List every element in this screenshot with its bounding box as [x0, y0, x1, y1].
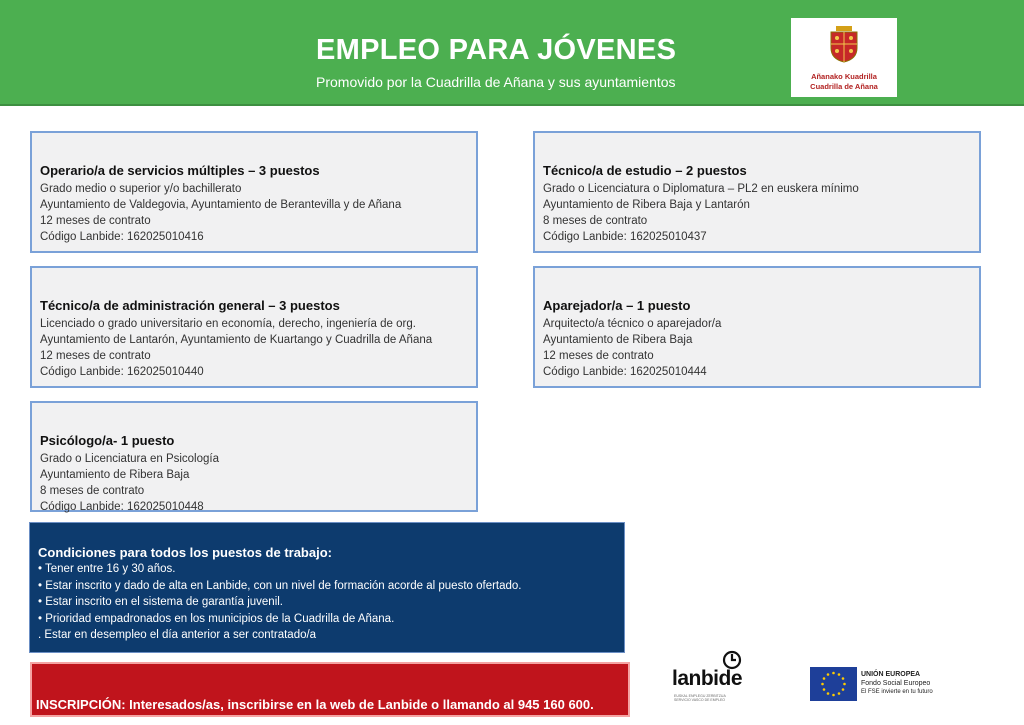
lanbide-sub-1: EUSKAL ENPLEGU ZERBITZUA: [674, 694, 726, 698]
job-duration: 8 meses de contrato: [543, 215, 648, 227]
job-requirement: Grado o Licenciatura en Psicología: [40, 453, 219, 465]
job-duration: 8 meses de contrato: [40, 485, 145, 497]
job-code: Código Lanbide: 162025010440: [40, 366, 204, 378]
inscription-banner: [30, 662, 630, 717]
job-title: Técnico/a de estudio – 2 puestos: [543, 163, 747, 178]
eu-line-3: El FSE invierte en tu futuro: [861, 689, 933, 695]
job-code: Código Lanbide: 162025010448: [40, 501, 204, 513]
condition-item: . Estar en desempleo el día anterior a ser contratado/a: [38, 629, 317, 641]
condition-item: • Prioridad empadronados en los municipios de la Cuadrilla de Añana.: [38, 612, 395, 625]
job-requirement: Arquitecto/a técnico o aparejador/a: [543, 318, 722, 330]
eu-flag-icon: [810, 667, 857, 701]
job-code: Código Lanbide: 162025010416: [40, 231, 204, 243]
job-card: [533, 266, 981, 388]
job-requirement: Grado medio o superior y/o bachillerato: [40, 183, 242, 195]
lanbide-sub-2: SERVICIO VASCO DE EMPLEO: [674, 698, 726, 702]
job-title: Técnico/a de administración general – 3 puestos: [40, 298, 340, 313]
logo-line-1: Añanako Kuadrilla: [811, 72, 877, 81]
job-duration: 12 meses de contrato: [40, 350, 151, 362]
job-title: Operario/a de servicios múltiples – 3 puestos: [40, 163, 320, 178]
page-subtitle: Promovido por la Cuadrilla de Añana y sus ayuntamientos: [316, 74, 676, 90]
conditions-box: [29, 522, 625, 653]
job-location: Ayuntamiento de Valdegovia, Ayuntamiento de Berantevilla y de Añana: [40, 199, 402, 211]
job-location: Ayuntamiento de Ribera Baja: [40, 469, 190, 481]
eu-logo: [810, 667, 960, 703]
lanbide-logo: [672, 650, 752, 720]
lanbide-wordmark: lanbide: [672, 667, 743, 690]
condition-item: • Estar inscrito y dado de alta en Lanbide, con un nivel de formación acorde al puesto ofertado.: [38, 579, 522, 592]
coat-of-arms-icon: [829, 26, 859, 63]
cuadrilla-logo: [791, 18, 897, 97]
job-card: [30, 401, 478, 512]
job-code: Código Lanbide: 162025010437: [543, 231, 707, 243]
job-title: Psicólogo/a- 1 puesto: [40, 433, 175, 448]
job-requirement: Licenciado o grado universitario en economía, derecho, ingeniería de org.: [40, 318, 416, 330]
condition-item: • Tener entre 16 y 30 años.: [38, 563, 176, 575]
job-requirement: Grado o Licenciatura o Diplomatura – PL2 en euskera mínimo: [543, 183, 859, 195]
job-card: [533, 131, 981, 253]
page-title: EMPLEO PARA JÓVENES: [316, 34, 677, 66]
job-card: [30, 266, 478, 388]
header-banner: [0, 0, 1024, 106]
conditions-title: Condiciones para todos los puestos de trabajo:: [38, 545, 332, 560]
job-location: Ayuntamiento de Lantarón, Ayuntamiento de Kuartango y Cuadrilla de Añana: [40, 334, 433, 346]
eu-text: [861, 670, 933, 697]
condition-item: • Estar inscrito en el sistema de garantía juvenil.: [38, 596, 284, 608]
job-location: Ayuntamiento de Ribera Baja y Lantarón: [543, 199, 750, 211]
job-location: Ayuntamiento de Ribera Baja: [543, 334, 693, 346]
job-title: Aparejador/a – 1 puesto: [543, 298, 691, 313]
eu-line-2: Fondo Social Europeo: [861, 680, 931, 687]
logo-line-2: Cuadrilla de Añana: [810, 82, 878, 91]
eu-line-1: UNIÓN EUROPEA: [861, 671, 921, 678]
job-code: Código Lanbide: 162025010444: [543, 366, 707, 378]
job-card: [30, 131, 478, 253]
job-duration: 12 meses de contrato: [543, 350, 654, 362]
job-duration: 12 meses de contrato: [40, 215, 151, 227]
inscription-text: INSCRIPCIÓN: Interesados/as, inscribirse en la web de Lanbide o llamando al 945 160 600.: [36, 697, 594, 712]
